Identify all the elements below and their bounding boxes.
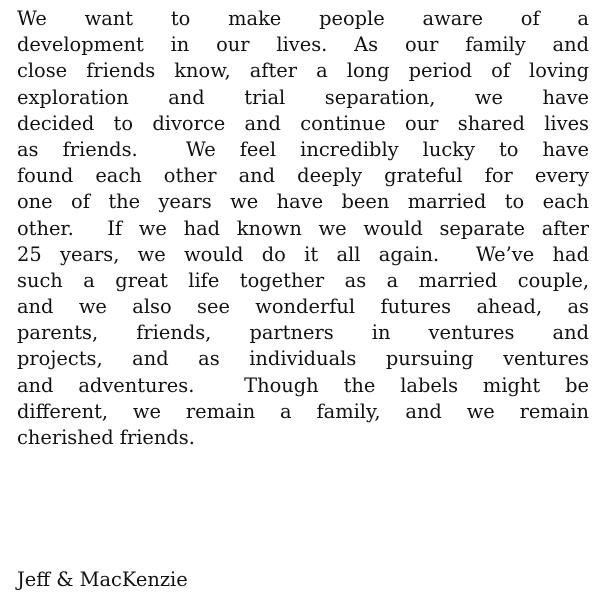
statement-line: exploration and trial separation, we have [17, 85, 589, 109]
statement-line: other. If we had known we would separate after [17, 216, 589, 240]
statement-line: projects, and as individuals pursuing ventures [17, 347, 589, 371]
statement-line: one of the years we have been married to each [17, 190, 589, 214]
statement-line: development in our lives. As our family and [17, 33, 589, 57]
statement-line: decided to divorce and continue our shared lives [17, 111, 589, 135]
statement-line: 25 years, we would do it all again. We’ve had [17, 242, 589, 266]
statement-line: different, we remain a family, and we remain [17, 399, 589, 423]
statement-line: close friends know, after a long period of loving [17, 59, 589, 83]
statement-line: and we also see wonderful futures ahead, as [17, 295, 589, 319]
statement-body [17, 6, 589, 451]
statement-line: and adventures. Though the labels might be [17, 373, 589, 397]
statement-line: We want to make people aware of a [17, 7, 589, 30]
statement-line: found each other and deeply grateful for every [17, 164, 589, 188]
statement-line: parents, friends, partners in ventures and [17, 321, 589, 345]
statement-line: as friends. We feel incredibly lucky to have [17, 137, 589, 161]
statement-line: such a great life together as a married couple, [17, 268, 589, 292]
signature: Jeff & MacKenzie [17, 568, 188, 591]
statement-line: cherished friends. [17, 426, 195, 449]
